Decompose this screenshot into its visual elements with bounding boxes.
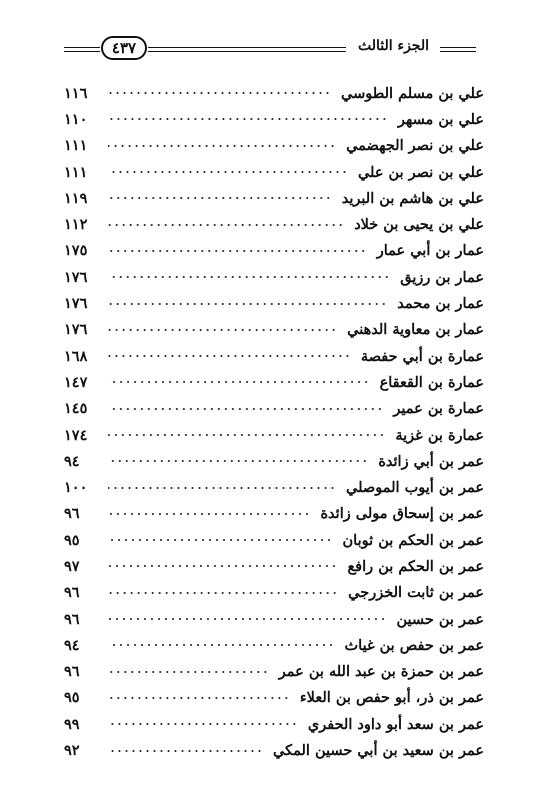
entry-page-number: ١٤٥: [64, 400, 88, 418]
index-entry: [64, 80, 484, 106]
entry-name: عمارة بن عمير: [393, 400, 484, 418]
entry-page-number: ١١١: [64, 163, 88, 181]
dot-leader: [108, 613, 386, 625]
index-entry: [64, 553, 484, 579]
dot-leader: [108, 639, 335, 651]
dot-leader: [108, 718, 298, 730]
header-rule: [148, 51, 346, 52]
entry-page-number: ١١١: [64, 137, 88, 155]
dot-leader: [108, 376, 370, 388]
index-entry: [64, 659, 484, 685]
entry-page-number: ٩٥: [64, 531, 80, 549]
entry-name: عمر بن الحكم بن ثوبان: [342, 531, 484, 549]
entry-name: علي بن مسهر: [397, 110, 484, 128]
entry-name: عمار بن رزيق: [400, 268, 484, 286]
dot-leader: [108, 350, 351, 362]
index-entry: [64, 159, 484, 185]
dot-leader: [108, 482, 336, 494]
dot-leader: [108, 87, 331, 99]
entry-page-number: ٩٦: [64, 610, 80, 628]
dot-leader: [108, 403, 383, 415]
dot-leader: [108, 587, 338, 599]
entry-name: عمارة بن أبي حفصة: [360, 347, 484, 365]
index-entry: [64, 133, 484, 159]
dot-leader: [108, 219, 344, 231]
index-entry: [64, 448, 484, 474]
index-entry: [64, 711, 484, 737]
dot-leader: [108, 534, 333, 546]
entry-name: عمار بن محمد: [397, 295, 484, 313]
dot-leader: [108, 455, 368, 467]
entry-page-number: ١٧٤: [64, 426, 88, 444]
dot-leader: [108, 429, 385, 441]
entry-page-number: ١٧٦: [64, 295, 88, 313]
entry-name: عمار بن معاوية الدهني: [347, 321, 484, 339]
index-entry: [64, 632, 484, 658]
entry-name: عمر بن ثابت الخزرجي: [348, 584, 484, 602]
entry-name: علي بن مسلم الطوسي: [341, 84, 484, 102]
index-entry: [64, 501, 484, 527]
entry-name: علي بن نصر الجهضمي: [346, 137, 484, 155]
dot-leader: [108, 745, 263, 757]
index-entry: [64, 369, 484, 395]
entry-page-number: ٩٦: [64, 663, 80, 681]
entry-name: عمارة بن غزية: [395, 426, 484, 444]
entry-name: عمارة بن القعقاع: [379, 373, 484, 391]
index-entry: [64, 474, 484, 500]
dot-leader: [108, 271, 390, 283]
entry-page-number: ١٧٥: [64, 242, 88, 260]
page-number-badge: [101, 36, 147, 60]
index-entry: [64, 422, 484, 448]
dot-leader: [108, 324, 337, 336]
entry-page-number: ٩٧: [64, 557, 80, 575]
entry-page-number: ١١٩: [64, 189, 88, 207]
page-header: [64, 36, 476, 62]
entry-name: علي بن نصر بن علي: [357, 163, 484, 181]
index-entry: [64, 238, 484, 264]
index-entry: [64, 211, 484, 237]
entry-page-number: ٩٤: [64, 636, 80, 654]
index-entry: [64, 396, 484, 422]
running-title: الجزء الثالث: [357, 38, 430, 54]
index-entry: [64, 606, 484, 632]
entry-page-number: ٩٥: [64, 689, 80, 707]
index-entry: [64, 737, 484, 763]
entry-page-number: ٩٤: [64, 452, 80, 470]
entry-page-number: ١١٦: [64, 84, 88, 102]
index-entry: [64, 317, 484, 343]
entry-name: عمر بن إسحاق مولى زائدة: [320, 505, 484, 523]
dot-leader: [108, 666, 269, 678]
index-entry: [64, 185, 484, 211]
index-entry: [64, 264, 484, 290]
entry-page-number: ١١٠: [64, 110, 88, 128]
entry-name: عمر بن ذر، أبو حفص بن العلاء: [299, 689, 484, 707]
entry-page-number: ١٤٧: [64, 373, 88, 391]
dot-leader: [108, 140, 336, 152]
entry-name: عمر بن حمزة بن عبد الله بن عمر: [278, 663, 484, 681]
entry-page-number: ٩٦: [64, 505, 80, 523]
entry-name: عمر بن سعيد بن أبي حسين المكي: [273, 742, 484, 760]
entry-name: عمر بن أبي زائدة: [378, 452, 484, 470]
dot-leader: [108, 560, 337, 572]
dot-leader: [108, 166, 348, 178]
entry-name: عمار بن أبي عمار: [376, 242, 484, 260]
entry-name: عمر بن حفص بن غياث: [344, 636, 484, 654]
entry-page-number: ٩٢: [64, 742, 80, 760]
entry-page-number: ١٦٨: [64, 347, 88, 365]
index-list: [64, 80, 484, 764]
header-rule: [148, 47, 346, 48]
entry-page-number: ٩٦: [64, 584, 80, 602]
dot-leader: [108, 508, 310, 520]
entry-name: علي بن يحيى بن خلاد: [354, 216, 484, 234]
entry-name: عمر بن الحكم بن رافع: [347, 557, 484, 575]
entry-page-number: ١٧٦: [64, 268, 88, 286]
entry-name: علي بن هاشم بن البريد: [341, 189, 484, 207]
entry-name: عمر بن حسين: [396, 610, 484, 628]
index-entry: [64, 343, 484, 369]
entry-name: عمر بن سعد أبو داود الحفري: [307, 715, 484, 733]
dot-leader: [108, 245, 367, 257]
index-entry: [64, 106, 484, 132]
dot-leader: [108, 192, 332, 204]
entry-page-number: ١٧٦: [64, 321, 88, 339]
dot-leader: [108, 692, 290, 704]
entry-page-number: ١٠٠: [64, 479, 88, 497]
header-rule: [440, 47, 476, 48]
header-rule: [64, 51, 100, 52]
entry-page-number: ١١٢: [64, 216, 88, 234]
entry-page-number: ٩٩: [64, 715, 80, 733]
header-rule: [440, 51, 476, 52]
index-entry: [64, 580, 484, 606]
index-entry: [64, 290, 484, 316]
dot-leader: [108, 113, 388, 125]
header-rule: [64, 47, 100, 48]
index-entry: [64, 685, 484, 711]
dot-leader: [108, 298, 387, 310]
index-entry: [64, 527, 484, 553]
entry-name: عمر بن أيوب الموصلي: [346, 479, 484, 497]
page-number: ٤٣٧: [111, 39, 137, 57]
